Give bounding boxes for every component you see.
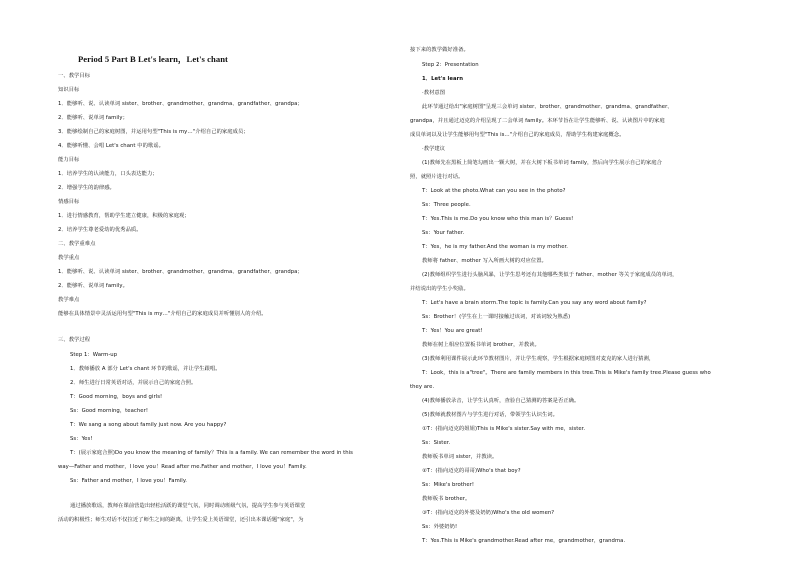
dialogue-line: way—Father and mother，I love you！Read after me.Father and mother，I love you！Family.	[58, 464, 307, 470]
dialogue-line: ③T：(指向迈克的外婆及奶奶)Who's the old women?	[422, 510, 555, 516]
dialogue-line: T：Let's have a brain storm.The topic is family.Can you say any word about family?	[422, 300, 647, 306]
dialogue-line: T：Yes.This is me.Do you know who this man is？Guess!	[422, 216, 574, 222]
text-line: (3)教师利用课件展示此环节教材图片，并让学生观察，学生根据家庭树图对麦克的家人进行猜测，	[422, 356, 655, 362]
text-line: 2．培养学生尊老爱幼的优秀品质。	[58, 227, 142, 233]
dialogue-line: Ss：Mike's brother!	[422, 482, 475, 488]
note-line: 接下来的教学做好准备。	[410, 47, 469, 53]
dialogue-line: Ss：Three people.	[422, 202, 471, 208]
lesson-title: Period 5 Part B Let's learn，Let's chant	[78, 54, 228, 64]
dialogue-line: T：Yes.This is Mike's grandmother.Read after me，grandmother，grandma.	[422, 538, 626, 544]
text-line: 4．能够听懂、会唱 Let's chant 中的歌谣。	[58, 143, 164, 149]
text-line: 1．培养学生的认读能力，口头表达能力；	[58, 171, 158, 177]
subheading: 教学重点	[58, 255, 80, 261]
section-heading: 三、教学过程	[58, 337, 91, 343]
text-line: (2)教师组织学生进行头脑风暴，让学生思考还有其他哪些类似于 father、mother 等关于家庭成员的单词，	[422, 272, 678, 278]
text-line: 此环节通过给出"家庭树图"呈现三会单词 sister、brother、grandmother、grandma、grandfather、	[422, 104, 673, 110]
text-line: 1．进行情感教育，帮助学生建立健康，积极的家庭观；	[58, 213, 190, 219]
text-line: 成员单词以及让学生能够用句型"This is…"介绍自己的家庭成员，帮助学生构建家庭概念。	[410, 132, 625, 138]
text-line: (4)教师播放录音，让学生认真听，查验自己猜测的答案是否正确。	[422, 398, 580, 404]
subheading: 能力目标	[58, 157, 80, 163]
text-line: 2．增强学生的韵律感。	[58, 185, 115, 191]
text-line: 照，就照片进行对话。	[410, 174, 464, 180]
note-line: 通过播放歌谣，教师在课前营造出轻松活跃的课堂气氛，同时调动班级气氛，提高学生参与英语课堂	[70, 503, 306, 509]
subheading: 教学难点	[58, 297, 80, 303]
text-line: 教师将 father、mother 写入所画大树的对应位置。	[422, 258, 547, 264]
dialogue-line: Ss：Father and mother，I love you！Family.	[70, 478, 187, 484]
dialogue-line: ②T：(指向迈克的哥哥)Who's that boy?	[422, 468, 521, 474]
text-line: 1．能够听、说、认读单词 sister、brother、grandmother、grandma、grandfather、grandpa；	[58, 101, 303, 107]
dialogue-line: Ss：Yes!	[70, 436, 93, 442]
text-line: 能够在具体情景中灵活运用句型"This is my…"介绍自己的家庭成员并听懂别人的介绍。	[58, 311, 267, 317]
dialogue-line: T：Good morning，boys and girls!	[70, 394, 163, 400]
subheading: 情感目标	[58, 199, 80, 205]
step-heading: Step 1：Warm-up	[70, 352, 118, 358]
dialogue-line: Ss：Good morning，teacher!	[70, 408, 148, 414]
subsection-heading: 1．Let's learn	[422, 76, 464, 82]
subheading: ·教学建议	[422, 146, 446, 152]
dialogue-line: T：Yes，he is my father.And the woman is my mother.	[422, 244, 568, 250]
dialogue-line: T：Yes！You are great!	[422, 328, 483, 334]
text-line: 并结说出的学生小奖励。	[410, 286, 469, 292]
dialogue-line: T：Look at the photo.What can you see in the photo?	[422, 188, 566, 194]
text-line: 2．能够听、说单词 family；	[58, 115, 128, 121]
note-line: 活动的积极性；师生对话不仅拉近了师生之间的距离，让学生爱上英语课堂，还引出本课话题"家庭"，为	[58, 517, 304, 523]
text-line: 2．师生进行日常英语对话，并展示自己的家庭合照。	[70, 380, 197, 386]
dialogue-line: they are.	[410, 384, 435, 390]
dialogue-line: T：We sang a song about family just now. Are you happy?	[70, 422, 227, 428]
text-line: (5)教师就教材图片与学生进行对话，带领学生认识生词。	[422, 412, 558, 418]
text-line: 教师板书 brother。	[422, 496, 471, 502]
text-line: 1．能够听、说、认读单词 sister、brother、grandmother、grandma、grandfather、grandpa；	[58, 269, 303, 275]
text-line: 1．教师播放 A 部分 Let's chant 环节的歌谣，并让学生跟唱。	[70, 366, 221, 372]
text-line: (1)教师先在黑板上简笔勾画出一颗大树，并在大树下板书单词 family，然后向学生展示自己的家庭合	[422, 160, 662, 166]
dialogue-line: Ss：Your father.	[422, 230, 465, 236]
dialogue-line: Ss：外婆奶奶!	[422, 524, 458, 530]
text-line: grandpa，并且通过迈克的介绍呈现了二会单词 family。本环节旨在让学生能够听、说、认读图片中的家庭	[410, 118, 665, 124]
step-heading: Step 2：Presentation	[422, 62, 479, 68]
section-heading: 一、教学目标	[58, 73, 91, 79]
section-heading: 二、教学重难点	[58, 241, 96, 247]
text-line: 教师板书单词 sister，并教读。	[422, 454, 498, 460]
dialogue-line: Ss：Sister.	[422, 440, 451, 446]
dialogue-line: T：(展示家庭合照)Do you know the meaning of family？This is a family. We can remember the word in this	[70, 450, 353, 456]
text-line: 2．能够听、说单词 family。	[58, 283, 128, 289]
subheading: ·教材意图	[422, 90, 446, 96]
dialogue-line: ①T：(指向迈克的姐姐)This is Mike's sister.Say with me，sister.	[422, 426, 586, 432]
dialogue-line: Ss：Brother！(学生在上一课时接触过该词，对该词较为熟悉)	[422, 314, 571, 320]
text-line: 教师在树上相应位置板书单词 brother，并教读。	[422, 342, 540, 348]
subheading: 知识目标	[58, 87, 80, 93]
text-line: 3．能够绘制自己的家庭树图，并运用句型"This is my…"介绍自己的家庭成员；	[58, 129, 249, 135]
dialogue-line: T：Look，this is a"tree"。There are family members in this tree.This is Mike's family tree.Please guess who	[422, 370, 711, 376]
